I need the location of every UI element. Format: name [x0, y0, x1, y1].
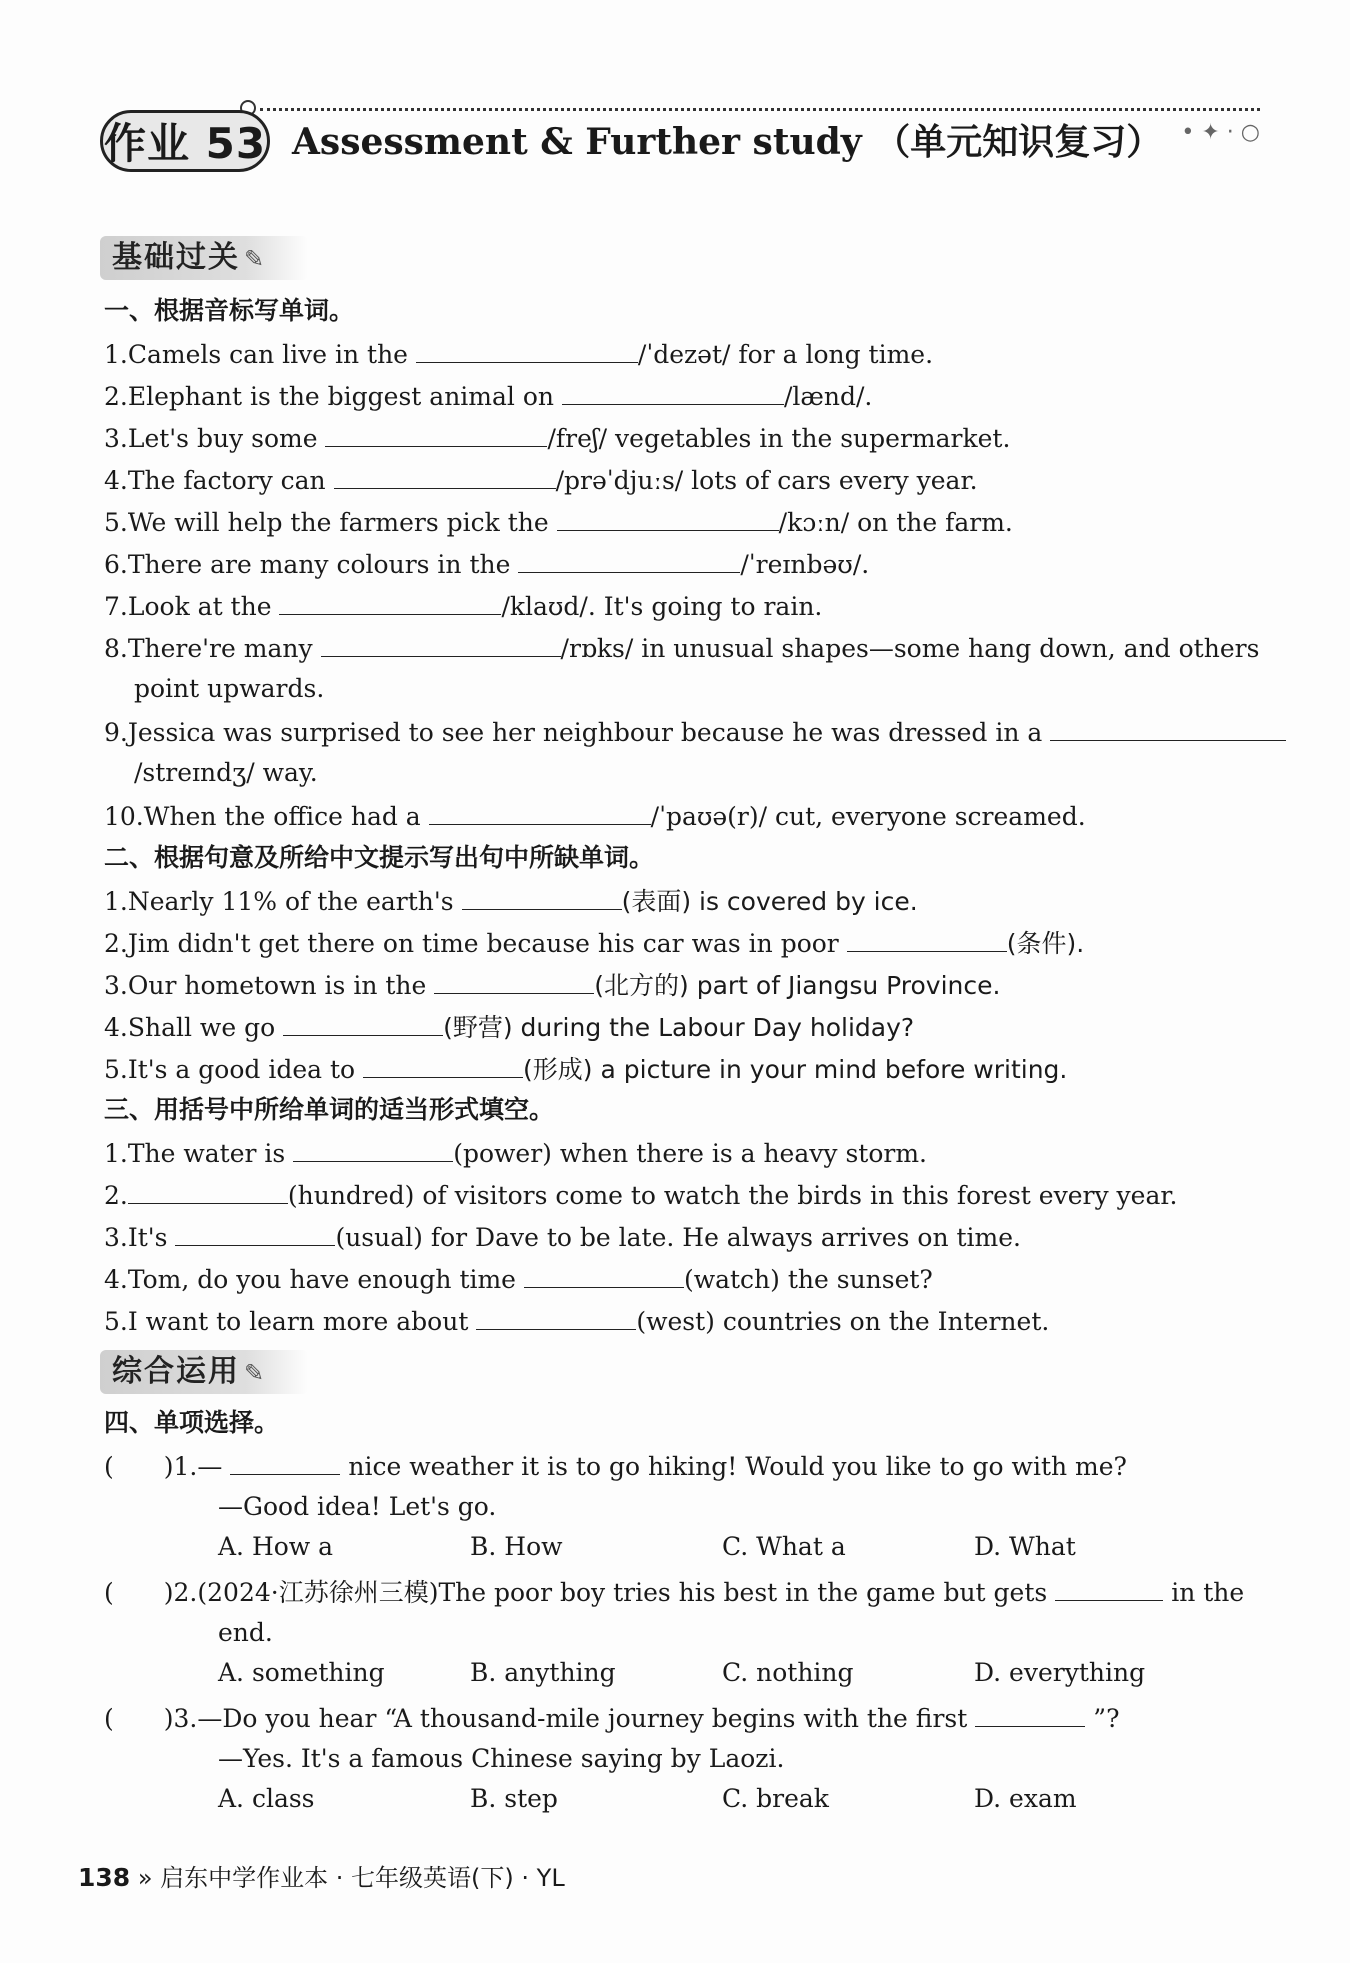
question-number: 2. — [173, 1578, 198, 1607]
item-text-before: It's a good idea to — [127, 1055, 356, 1084]
item-text-before: Jim didn't get there on time because his car was in poor — [127, 929, 839, 958]
item-text-before: Nearly 11% of the earth's — [127, 887, 454, 916]
section-tag-comprehensive: 综合运用 ✎ — [100, 1350, 308, 1394]
item-text-before: The factory can — [127, 466, 326, 495]
assignment-badge — [100, 110, 270, 172]
exercise-item — [104, 1051, 1264, 1087]
exercise-item — [104, 925, 1264, 961]
exercise-item — [104, 714, 1264, 750]
page-footer — [78, 1858, 565, 1893]
answer-blank[interactable] — [476, 1303, 636, 1330]
question-text-before: (2024·江苏徐州三模)The poor boy tries his best in the game but gets — [197, 1578, 1048, 1607]
page-number: 138 — [78, 1863, 131, 1892]
item-text-after: /rɒks/ in unusual shapes—some hang down, and others — [560, 634, 1260, 663]
answer-blank[interactable] — [293, 1135, 453, 1162]
exercise-item — [104, 588, 1264, 624]
answer-blank[interactable] — [363, 1051, 523, 1078]
exercise-item — [104, 462, 1264, 498]
badge-label: 作业 — [103, 119, 190, 168]
item-continuation: /streɪndʒ/ way. — [134, 758, 318, 787]
option-d[interactable]: D. What — [974, 1532, 1076, 1561]
title-chinese: （单元知识复习） — [874, 122, 1163, 163]
item-text-before: Camels can live in the — [127, 340, 408, 369]
answer-blank[interactable] — [975, 1700, 1085, 1727]
item-text-before: I want to learn more about — [127, 1307, 469, 1336]
item-text-before: Our hometown is in the — [127, 971, 427, 1000]
option-b[interactable]: B. anything — [470, 1658, 616, 1687]
item-text-after: (watch) the sunset? — [683, 1265, 933, 1294]
item-text-before: We will help the farmers pick the — [127, 508, 549, 537]
double-chevron-icon: » — [137, 1864, 153, 1892]
answer-blank[interactable] — [334, 462, 556, 489]
item-text-after: (条件). — [1006, 929, 1085, 958]
exercise-item — [104, 378, 1264, 414]
item-text-after: (形成) a picture in your mind before writing. — [523, 1055, 1068, 1084]
item-number: 8. — [104, 634, 128, 663]
item-text-after: (west) countries on the Internet. — [636, 1307, 1050, 1336]
question-text-before: — — [197, 1452, 223, 1481]
exercise-item — [104, 883, 1264, 919]
item-number: 3. — [104, 1223, 128, 1252]
item-text-before: Let's buy some — [127, 424, 318, 453]
item-text-after: (power) when there is a heavy storm. — [453, 1139, 927, 1168]
answer-blank[interactable] — [429, 798, 651, 825]
item-text-after: (北方的) part of Jiangsu Province. — [594, 971, 1001, 1000]
item-text-after: (表面) is covered by ice. — [621, 887, 918, 916]
part1-heading: 一、根据音标写单词。 — [104, 296, 355, 325]
option-a[interactable]: A. something — [218, 1658, 385, 1687]
option-a[interactable]: A. class — [218, 1784, 315, 1813]
exercise-item — [104, 967, 1264, 1003]
item-number: 5. — [104, 508, 128, 537]
item-text-after: /prəˈdjuːs/ lots of cars every year. — [555, 466, 978, 495]
item-number: 6. — [104, 550, 128, 579]
exercise-item — [104, 546, 1264, 582]
item-number: 4. — [104, 1013, 128, 1042]
option-d[interactable]: D. exam — [974, 1784, 1077, 1813]
item-number: 10. — [104, 802, 144, 831]
question-line-2: —Good idea! Let's go. — [218, 1492, 497, 1521]
item-text-after: /ˈreɪnbəʊ/. — [740, 550, 870, 579]
page-header — [100, 100, 1260, 180]
book-title: 启东中学作业本 · 七年级英语(下) · YL — [160, 1864, 565, 1892]
item-text-before: Elephant is the biggest animal on — [127, 382, 554, 411]
section-tag-basics: 基础过关 ✎ — [100, 236, 308, 280]
item-number: 1. — [104, 340, 128, 369]
option-b[interactable]: B. How — [470, 1532, 563, 1561]
item-text-after: (usual) for Dave to be late. He always arrives on time. — [335, 1223, 1021, 1252]
item-number: 9. — [104, 718, 128, 747]
item-text-after: /ˈdezət/ for a long time. — [637, 340, 934, 369]
item-number: 2. — [104, 382, 128, 411]
part4-heading: 四、单项选择。 — [104, 1408, 280, 1437]
item-text-before: Shall we go — [127, 1013, 276, 1042]
badge-number: 53 — [205, 119, 267, 168]
answer-blank[interactable] — [416, 336, 638, 363]
item-number: 5. — [104, 1307, 128, 1336]
item-text-before: It's — [127, 1223, 168, 1252]
question-line-2: end. — [218, 1618, 273, 1647]
sparkle-icon: • ✦ · ○ — [1181, 120, 1260, 145]
answer-blank[interactable] — [283, 1009, 443, 1036]
item-number: 1. — [104, 887, 128, 916]
item-text-after: /freʃ/ vegetables in the supermarket. — [547, 424, 1011, 453]
item-text-before: When the office had a — [143, 802, 421, 831]
part3-heading: 三、用括号中所给单词的适当形式填空。 — [104, 1095, 555, 1124]
answer-parentheses[interactable]: ( ) — [104, 1578, 174, 1607]
question-number: 1. — [173, 1452, 198, 1481]
answer-blank[interactable] — [1055, 1574, 1163, 1601]
item-number: 5. — [104, 1055, 128, 1084]
title-english: Assessment & Further study — [292, 121, 862, 163]
exercise-item — [104, 1219, 1264, 1255]
item-text-after: (hundred) of visitors come to watch the birds in this forest every year. — [287, 1181, 1178, 1210]
mcq-question — [104, 1448, 1264, 1484]
sparkle-pen-icon: ✎ — [244, 1359, 267, 1387]
question-number: 3. — [173, 1704, 198, 1733]
exercise-item — [104, 1177, 1264, 1213]
answer-blank[interactable] — [175, 1219, 335, 1246]
part2-heading: 二、根据句意及所给中文提示写出句中所缺单词。 — [104, 843, 655, 872]
exercise-item — [104, 336, 1264, 372]
question-text-before: —Do you hear “A thousand-mile journey begins with the first — [197, 1704, 968, 1733]
option-a[interactable]: A. How a — [218, 1532, 334, 1561]
mcq-question — [104, 1700, 1264, 1736]
mcq-question — [104, 1574, 1264, 1610]
answer-blank[interactable] — [562, 378, 784, 405]
option-c[interactable]: C. nothing — [722, 1658, 854, 1687]
answer-blank[interactable] — [518, 546, 740, 573]
option-c[interactable]: C. What a — [722, 1532, 846, 1561]
answer-parentheses[interactable]: ( ) — [104, 1452, 174, 1481]
question-text-after: nice weather it is to go hiking! Would you like to go with me? — [348, 1452, 1127, 1481]
exercise-item — [104, 630, 1264, 666]
question-line-2: —Yes. It's a famous Chinese saying by Laozi. — [218, 1744, 785, 1773]
item-text-after: /kɔːn/ on the farm. — [778, 508, 1013, 537]
exercise-item — [104, 1135, 1264, 1171]
answer-blank[interactable] — [847, 925, 1007, 952]
question-text-after: ”? — [1093, 1704, 1120, 1733]
exercise-item — [104, 1303, 1264, 1339]
item-text-after: (野营) during the Labour Day holiday? — [443, 1013, 915, 1042]
item-number: 3. — [104, 424, 128, 453]
item-number: 4. — [104, 1265, 128, 1294]
item-text-before: Look at the — [127, 592, 272, 621]
answer-blank[interactable] — [128, 1177, 288, 1204]
exercise-item — [104, 1261, 1264, 1297]
answer-blank[interactable] — [325, 420, 547, 447]
exercise-item — [104, 420, 1264, 456]
question-text-after: in the — [1171, 1578, 1245, 1607]
option-c[interactable]: C. break — [722, 1784, 829, 1813]
item-text-after: /klaʊd/. It's going to rain. — [501, 592, 823, 621]
item-number: 2. — [104, 929, 128, 958]
exercise-item — [104, 1009, 1264, 1045]
item-text-before: There're many — [127, 634, 313, 663]
option-b[interactable]: B. step — [470, 1784, 558, 1813]
item-text-after: /lænd/. — [783, 382, 873, 411]
item-text-before: There are many colours in the — [127, 550, 511, 579]
item-continuation: point upwards. — [134, 674, 325, 703]
exercise-item — [104, 798, 1264, 834]
item-number: 2. — [104, 1181, 128, 1210]
option-d[interactable]: D. everything — [974, 1658, 1146, 1687]
answer-blank[interactable] — [1050, 714, 1286, 741]
item-number: 7. — [104, 592, 128, 621]
page-title — [292, 112, 1162, 173]
item-number: 4. — [104, 466, 128, 495]
item-text-before: Jessica was surprised to see her neighbour because he was dressed in a — [127, 718, 1043, 747]
answer-blank[interactable] — [557, 504, 779, 531]
item-text-after: /ˈpaʊə(r)/ cut, everyone screamed. — [650, 802, 1086, 831]
answer-parentheses[interactable]: ( ) — [104, 1704, 174, 1733]
answer-blank[interactable] — [524, 1261, 684, 1288]
answer-blank[interactable] — [230, 1448, 340, 1475]
item-text-before: Tom, do you have enough time — [127, 1265, 516, 1294]
exercise-item — [104, 504, 1264, 540]
item-text-before: The water is — [127, 1139, 286, 1168]
answer-blank[interactable] — [462, 883, 622, 910]
item-number: 1. — [104, 1139, 128, 1168]
answer-blank[interactable] — [434, 967, 594, 994]
answer-blank[interactable] — [321, 630, 561, 657]
answer-blank[interactable] — [279, 588, 501, 615]
item-number: 3. — [104, 971, 128, 1000]
pencil-icon: ✎ — [244, 245, 267, 273]
